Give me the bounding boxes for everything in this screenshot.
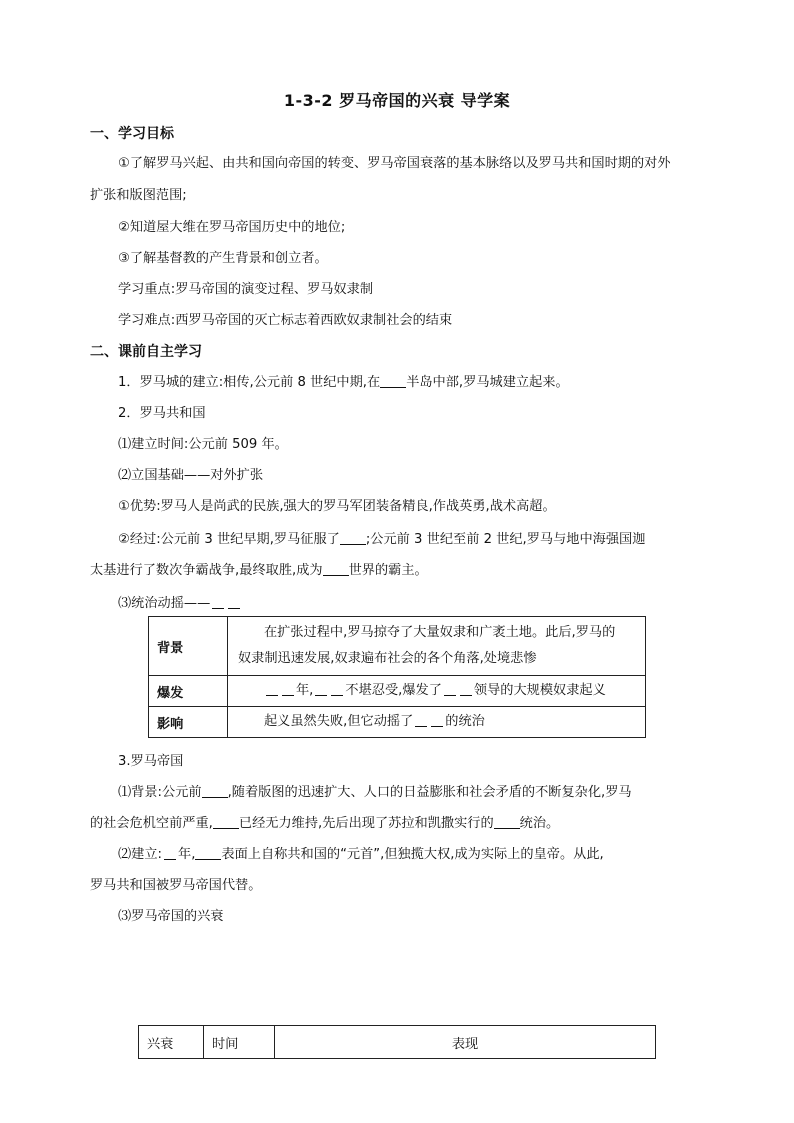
fill-blank[interactable] — [213, 815, 239, 829]
item-3: 3.罗马帝国 — [118, 754, 184, 769]
item-3-1-text-b: ,随着版图的迅速扩大、人口的日益膨胀和社会矛盾的不断复杂化,罗马 — [227, 785, 632, 800]
impact-text-2: 的统治 — [445, 714, 485, 729]
fill-blank[interactable] — [460, 682, 472, 696]
item-3-2-line2: 罗马共和国被罗马帝国代替。 — [90, 878, 262, 893]
goal-1-line2: 扩张和版图范围; — [90, 188, 187, 203]
item-1-text-b: 半岛中部,罗马城建立起来。 — [406, 375, 569, 390]
table-header-row — [139, 1026, 656, 1059]
row-label: 影响 — [149, 707, 228, 738]
row-label: 背景 — [149, 617, 228, 676]
fill-blank[interactable] — [195, 846, 221, 860]
row-content — [228, 676, 646, 707]
item-1 — [118, 373, 569, 393]
table-row — [149, 676, 646, 707]
fill-blank[interactable] — [415, 713, 427, 727]
difficulty: 学习难点:西罗马帝国的灭亡标志着西欧奴隶制社会的结束 — [118, 313, 453, 328]
fill-blank[interactable] — [444, 682, 456, 696]
table-row — [149, 617, 646, 676]
fill-blank[interactable] — [282, 682, 294, 696]
header-cell-time: 时间 — [204, 1026, 275, 1059]
fill-blank[interactable] — [323, 562, 349, 576]
fill-blank[interactable] — [315, 682, 327, 696]
rebellion-table — [148, 616, 646, 738]
section2-heading: 二、课前自主学习 — [90, 344, 202, 360]
section1-heading: 一、学习目标 — [90, 126, 174, 142]
item-3-2-line1 — [118, 845, 604, 865]
fill-blank[interactable] — [340, 531, 366, 545]
item-2-advantage: ①优势:罗马人是尚武的民族,强大的罗马军团装备精良,作战英勇,战术高超。 — [118, 499, 556, 514]
header-cell-rise-fall: 兴衰 — [139, 1026, 204, 1059]
empire-table — [138, 1025, 656, 1059]
item-3-1-line1 — [118, 783, 632, 803]
item-3-1-text-a: ⑴背景:公元前 — [118, 785, 202, 800]
item-3-2-text-b: 年, — [178, 847, 196, 862]
item-2-2: ⑵立国基础——对外扩张 — [118, 468, 264, 483]
background-line2: 奴隶制迅速发展,奴隶遍布社会的各个角落,处境悲惨 — [238, 651, 537, 666]
item-3-1-text-d: 已经无力维持,先后出现了苏拉和凯撒实行的 — [238, 816, 494, 831]
row-content — [228, 617, 646, 676]
fill-blank[interactable] — [331, 682, 343, 696]
fill-blank[interactable] — [228, 595, 240, 609]
key-points: 学习重点:罗马帝国的演变过程、罗马奴隶制 — [118, 282, 374, 297]
fill-blank[interactable] — [380, 374, 406, 388]
item-2-process-line2 — [90, 561, 428, 581]
table-row — [149, 707, 646, 738]
process-text-a: ②经过:公元前 3 世纪早期,罗马征服了 — [118, 532, 340, 547]
item-3-1-line2 — [90, 814, 559, 834]
goal-2: ②知道屋大维在罗马帝国历史中的地位; — [118, 220, 346, 235]
item-3-1-text-e: 统治。 — [519, 816, 560, 831]
process-text-c: 太基进行了数次争霸战争,最终取胜,成为 — [90, 563, 323, 578]
item-2: 2．罗马共和国 — [118, 406, 206, 421]
fill-blank[interactable] — [266, 682, 278, 696]
fill-blank[interactable] — [212, 595, 224, 609]
fill-blank[interactable] — [164, 846, 176, 860]
item-2-process-line1 — [118, 530, 645, 550]
outbreak-text-2: 不堪忍受,爆发了 — [345, 683, 442, 698]
goal-3: ③了解基督教的产生背景和创立者。 — [118, 251, 328, 266]
item-1-text-a: 1．罗马城的建立:相传,公元前 8 世纪中期,在 — [118, 375, 381, 390]
item-2-3-text: ⑶统治动摇—— — [118, 596, 211, 611]
fill-blank[interactable] — [431, 713, 443, 727]
outbreak-text-1: 年, — [296, 683, 314, 698]
item-3-2-text-a: ⑵建立: — [118, 847, 163, 862]
item-2-3 — [118, 594, 242, 614]
header-cell-performance: 表现 — [275, 1026, 656, 1059]
page-title: 1-3-2 罗马帝国的兴衰 导学案 — [283, 91, 511, 110]
background-line1: 在扩张过程中,罗马掠夺了大量奴隶和广袤土地。此后,罗马的 — [264, 625, 616, 640]
outbreak-text-3: 领导的大规模奴隶起义 — [473, 683, 606, 698]
item-2-1: ⑴建立时间:公元前 509 年。 — [118, 437, 288, 452]
item-3-3: ⑶罗马帝国的兴衰 — [118, 909, 224, 924]
goal-1-line1: ①了解罗马兴起、由共和国向帝国的转变、罗马帝国衰落的基本脉络以及罗马共和国时期的对外 — [118, 156, 671, 171]
process-text-d: 世界的霸主。 — [348, 563, 428, 578]
row-content — [228, 707, 646, 738]
fill-blank[interactable] — [202, 784, 228, 798]
item-3-1-text-c: 的社会危机空前严重, — [90, 816, 213, 831]
item-3-2-text-c: 表面上自称共和国的“元首”,但独揽大权,成为实际上的皇帝。从此, — [221, 847, 604, 862]
impact-text-1: 起义虽然失败,但它动摇了 — [264, 714, 414, 729]
process-text-b: ;公元前 3 世纪至前 2 世纪,罗马与地中海强国迦 — [365, 532, 646, 547]
row-label: 爆发 — [149, 676, 228, 707]
fill-blank[interactable] — [494, 815, 520, 829]
